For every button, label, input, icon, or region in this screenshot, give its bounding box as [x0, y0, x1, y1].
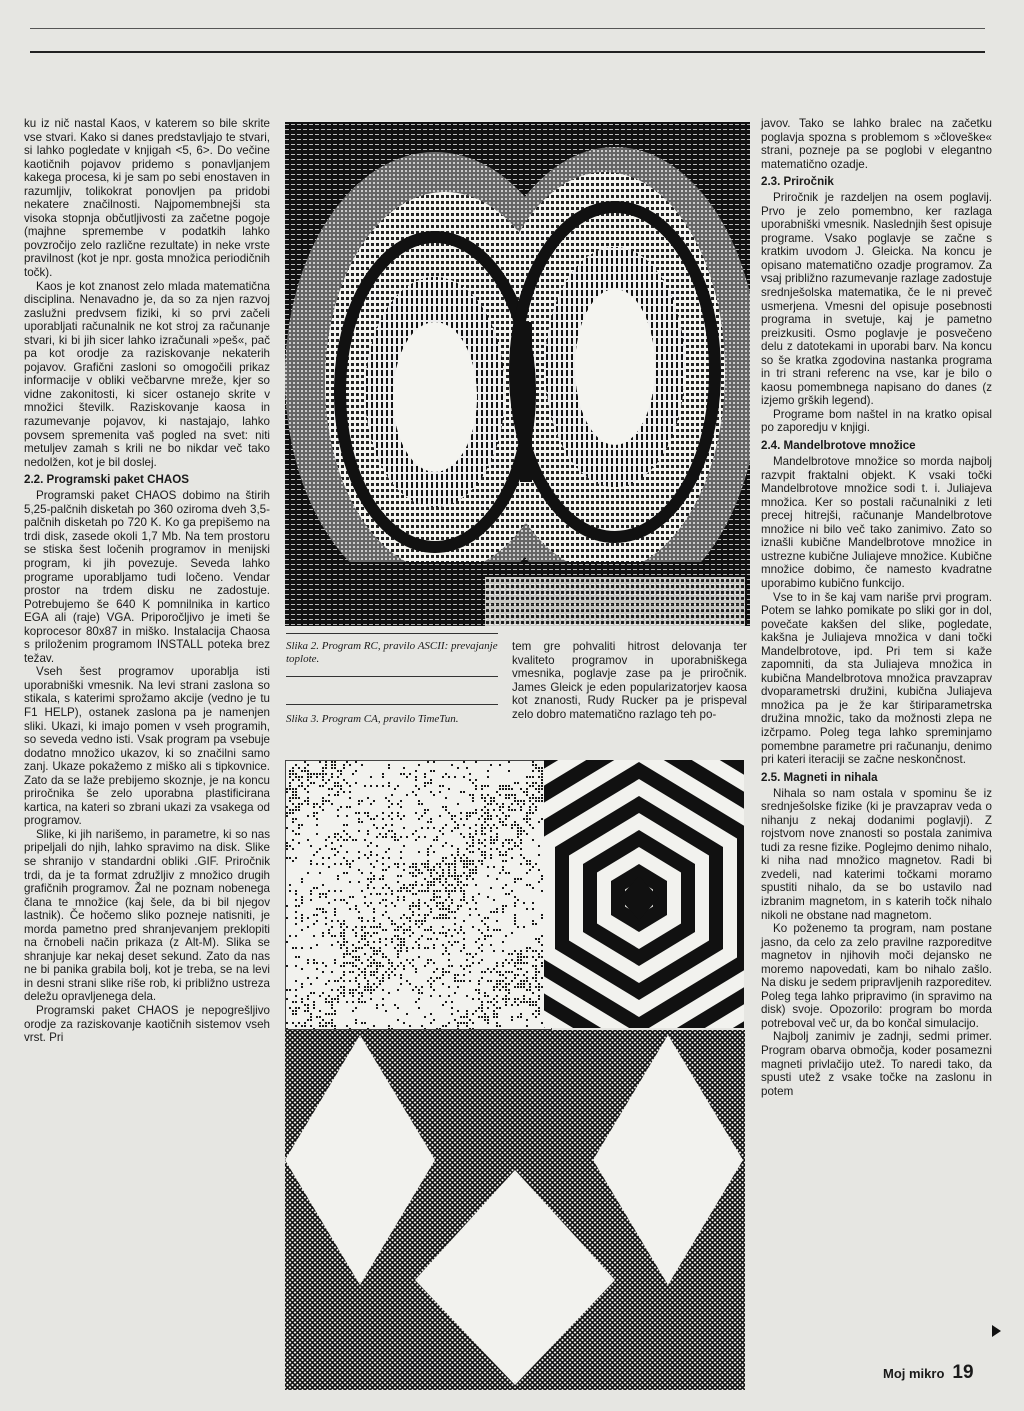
figure-2-caption: Slika 2. Program RC, pravilo ASCII: prevajanje toplote.	[286, 640, 498, 665]
paragraph: Najbolj zanimiv je zadnji, sedmi primer. Program obarva območja, koder posamezni magneti privlačijo utež. To naredi tako, da spusti utež z vsake točke na zaslonu in potem	[761, 1030, 992, 1098]
page-footer	[883, 1362, 974, 1384]
top-rule	[30, 28, 985, 29]
section-heading-2-2: 2.2. Programski paket CHAOS	[24, 473, 189, 487]
left-column	[24, 117, 270, 1045]
magazine-name: Moj mikro	[883, 1366, 945, 1381]
paragraph: Vse to in še kaj vam nariše prvi program. Potem se lahko pomikate po sliki gor in dol, povečate kakšen del slike, pogledate, kakšna je Juliajeva množica v dani točki Mandelbrotove, ipd. Pri tem si kaže zapomniti, da sta Juliajeva množica in kubična Mandelbrotova množica pravzaprav dvoparametrski družini, kubična Juliajeva množica pa je že kar štiriparametrska družina množic, tako da možnosti zlepa ne izčrpamo. Poleg tega lahko spreminjamo pomembne parametre pri računanju, denimo pri kateri iteraciji se začne neskončnost.	[761, 590, 992, 767]
paragraph: Ko poženemo ta program, nam postane jasno, da celo za zelo pravilne razporeditve magnetov in njihovih moči dejansko ne moremo napovedati, kam bo nihalo zašlo. Na disku je sedem pripravljenih razporeditev. Poleg tega lahko pripravimo (in spravimo na disk) svoje. Opozorilo: program bo morda potreboval več ur, da bo končal simulacijo.	[761, 922, 992, 1030]
page-number: 19	[952, 1362, 974, 1383]
paragraph: Priročnik je razdeljen na osem poglavij. Prvo je zelo pomembno, ker razlaga uporabniški vmesnik. Naslednjih šest opisuje programe. Vsako poglavje se začne s kratkim uvodom J. Gleicka. Na koncu je opisano matematično ozadje programov. Za vsaj približno razumevanje razlage zadostuje srednješolska matematika, če le ni preveč usmerjena. Vmesni del opisuje posebnosti programa in svetuje, kaj je pametno preizkusiti. Osmo poglavje je posvečeno delu z datotekami in uporabi barv. Na koncu so še kratka zgodovina nastanka programa in tri strani referenc na vse, kar je bilo o kaosu pomembnega napisano do danes (z izjemo grških legend).	[761, 191, 992, 408]
paragraph: Kaos je kot znanost zelo mlada matematična disciplina. Nenavadno je, da so za njen razvoj zaslužni predvsem fiziki, ki so prvi začeli uporabljati računalnik ne kot stroj za računanje stvari, ki bi jih sicer lahko izračunali »peš«, pač pa kot orodje za raziskovanje nekaterih pojavov. Grafični zasloni so omogočili prikaz informacije v obliki večbarvne mreže, kjer so vidne zakonitosti, ki sicer ostanejo skrite v množici številk. Raziskovanje kaosa in razumevanje pojavov, ki nastajajo, lahko povsem spremenita vaš pogled na svet: niti metuljev zamah s krili ne bo nikdar več tako nedolžen, kot je bil doslej.	[24, 279, 270, 469]
paragraph: ku iz nič nastal Kaos, v katerem so bile skrite vse stvari. Kako si danes predstavljajo te stvari, si lahko pogledate v knjigah <5, 6>. Do večine kaotičnih pojavov pridemo s ponavljanjem kakega procesa, ki je sam po sebi enostaven in razumljiv, tolikokrat ponovljen pa pridobi nekatere značilnosti. Najpomembnejši sta visoka stopnja občutljivosti za začetne pogoje (majhne spremembe v podatkih lahko povzročijo zelo različne rezultate) in neke vrste pravilnost (kot je npr. gosta množica periodičnih točk).	[24, 117, 270, 280]
paragraph: tem gre pohvaliti hitrost delovanja ter kvaliteto programov in uporabniškega vmesnika, poglavje zase pa je priročnik. James Gleick je eden popularizatorjev kaosa kot znanosti, Rudy Rucker pa je prispeval zelo dobro matematično razlago teh po-	[512, 640, 747, 721]
paragraph: javov. Tako se lahko bralec na začetku poglavja spozna s problemom s »človeške« strani, pozneje pa se poglobi v elegantno matematično ozadje.	[761, 117, 992, 171]
continue-arrow-icon	[992, 1325, 1001, 1337]
paragraph: Slike, ki jih narišemo, in parametre, ki so nas pripeljali do njih, lahko spravimo na disk. Slike se shranijo v standardni obliki .GIF. Priročnik trdi, da je ta format združljiv z množico drugih grafičnih programov. Žal ne poznam nobenega člana te množice (kaj šele, da bi bil njegov lastnik). Če hočemo sliko pozneje natisniti, je morda pametno pred shranjevanjem preklopiti na črnobeli način prikaza (z Alt-M). Slika se shranjuje kar nekaj deset sekund. Zato da nas ne bi panika grabila bolj, kot je treba, se na levi in desni strani slike riše rob, ki približno ustreza deležu opravljenega dela.	[24, 827, 270, 1004]
figure-4-art	[285, 1030, 745, 1390]
paragraph: Vseh šest programov uporablja isti uporabniški vmesnik. Na levi strani zaslona so stikala, s katerimi sprožamo akcije (vedno je tu F1 HELP), ostanek zaslona pa je namenjen sliki. Ukazi, ki imajo pomen v vseh programih, so seveda vedno isti. Vsak program pa vsebuje dodatno množico ukazov, ki so značilni samo zanj. Ukaze pokažemo z miško ali s tipkovnice. Zato da se laže prebijemo skoznje, je na koncu priročnika še zelo uporabna plastificirana kartica, na kateri so zbrani ukazi za vsakega od programov.	[24, 665, 270, 828]
caption-rule	[286, 633, 498, 634]
caption-rule	[286, 676, 498, 677]
header-rule	[30, 51, 985, 53]
paragraph: Nihala so nam ostala v spominu še iz srednješolske fizike (ki je pravzaprav veda o nihanju z nekaj dodanimi poglavji). Z rojstvom nove znanosti so postala zanimiva tudi za resne fizike. Poglejmo denimo nihalo, ki niha nad množico magnetov. Radi bi zvedeli, nad katerimi točkami moramo spustiti nihalo, da se bo ustavilo nad izbranim magnetom, in s katerih točk nihalo nikoli ne obstane nad magnetom.	[761, 786, 992, 922]
section-heading-2-4: 2.4. Mandelbrotove množice	[761, 439, 916, 453]
figure-1-art	[285, 122, 750, 626]
paragraph: Mandelbrotove množice so morda najbolj razvpit fraktalni objekt. K vsaki točki Mandelbrotove množice sodi t. i. Juliajeva množica. Ker so postali računalniki z leti precej hitrejši, računanje Mandelbrotove množice ni bilo več tako zanimivo. Zato so iznašli kubične Mandelbrotove množice in ustrezne kubične Juliajeve množice. Kubične množice dobimo, če namesto kvadratne uporabimo kubično funkcijo.	[761, 455, 992, 590]
section-heading-2-5: 2.5. Magneti in nihala	[761, 770, 878, 784]
right-column	[761, 117, 992, 1098]
figure-2-image	[285, 760, 552, 1030]
figure-4-image	[285, 1030, 745, 1390]
paragraph: Programe bom naštel in na kratko opisal po zaporedju v knjigi.	[761, 407, 992, 435]
paragraph: Programski paket CHAOS dobimo na štirih 5,25-palčnih disketah po 360 oziroma dveh 3,5-palčnih disketah po 720 K. Ko ga prepišemo na trdi disk, zasede okoli 1,7 Mb. Na tem prostoru se stiska šest ločenih programov in menijski program, ki jih povezuje. Seveda lahko programe uporabljamo tudi ločeno. Vendar prostor na trdem disku ne zadostuje. Potrebujemo še 640 K pomnilnika in kartico EGA ali (raje) VGA. Priporočljivo je imeti še koprocesor 80x87 in miško. Instalacija Chaosa s priloženim programom INSTALL poteka brez težav.	[24, 489, 270, 665]
paragraph: Programski paket CHAOS je nepogrešljivo orodje za raziskovanje kaotičnih sistemov vseh vrst. Pri	[24, 1004, 270, 1045]
figure-3-image	[544, 760, 744, 1028]
figure-3-caption: Slika 3. Program CA, pravilo TimeTun.	[286, 713, 459, 725]
middle-column	[512, 640, 747, 721]
caption-rule	[286, 704, 498, 705]
section-heading-2-3: 2.3. Priročnik	[761, 175, 834, 189]
figure-1-image	[285, 122, 750, 626]
figure-2-art	[286, 761, 551, 1029]
figure-3-art	[544, 760, 744, 1028]
